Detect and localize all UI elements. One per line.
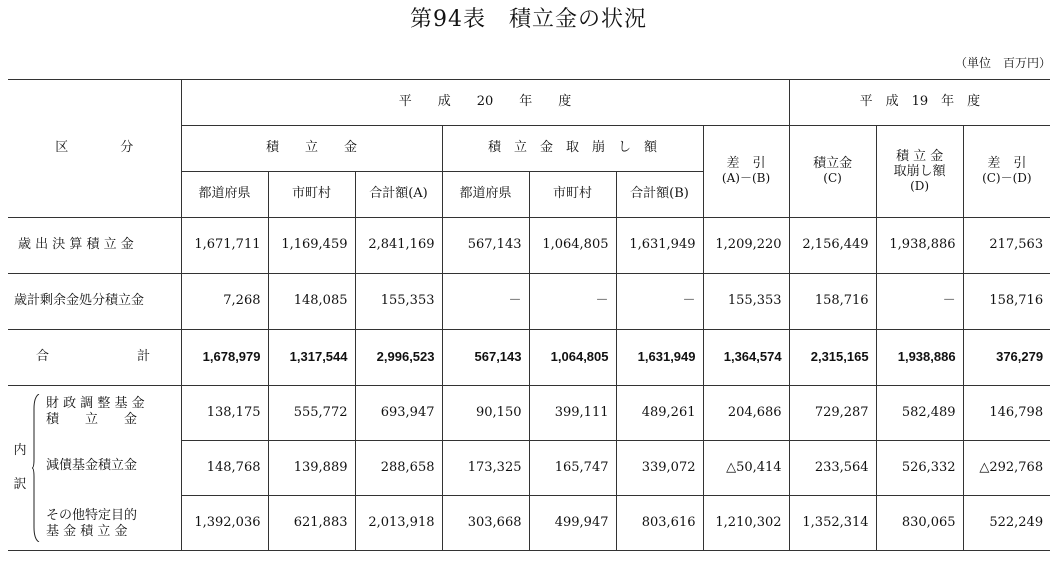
header-h19: 平 成 19 年 度 [789,80,1050,126]
sonota-line2: 基 金 積 立 金 [46,524,128,539]
cell-value: 555,772 [268,386,355,441]
cell-value: 173,325 [442,441,529,496]
header-shichoson-a: 市町村 [268,172,355,218]
row-label-sonota [8,508,181,540]
cell-value: 165,747 [529,441,616,496]
breakdown-label-cell [8,386,181,551]
cell-value: 621,883 [268,496,355,551]
header-torikuzushi-d-line2: 取崩し額 [893,163,946,179]
cell-value: 2,315,165 [789,330,876,386]
sonota-line1: その他特定目的 [46,508,138,523]
cell-value: 1,392,036 [181,496,268,551]
header-todofuken-a: 都道府県 [181,172,268,218]
cell-value: 2,841,169 [355,218,442,274]
header-shichoson-b: 市町村 [529,172,616,218]
cell-value: 2,156,449 [789,218,876,274]
naiyaku-char-1: 内 訳 [13,443,27,492]
cell-value: 288,658 [355,441,442,496]
cell-value: 2,013,918 [355,496,442,551]
table-row [8,274,1050,330]
cell-value: 1,938,886 [876,218,963,274]
cell-value: 1,317,544 [268,330,355,386]
total-row [8,330,1050,386]
cell-value: 339,072 [616,441,703,496]
row-label: 歳 出 決 算 積 立 金 [8,218,181,274]
header-torikuzushi-d-line1: 積 立 金 [895,148,944,164]
cell-value: 158,716 [789,274,876,330]
header-sabiki-ab-line1: 差 引 [726,156,766,172]
total-label-1: 合 [36,349,50,365]
cell-value: 303,668 [442,496,529,551]
cell-value: 693,947 [355,386,442,441]
cell-value: 1,631,949 [616,330,703,386]
page-title: 第94表 積立金の状況 [410,7,647,32]
row-label-zaisei [8,396,181,428]
cell-value: 2,996,523 [355,330,442,386]
header-sabiki-ab [703,126,789,218]
cell-value: － [616,274,703,330]
header-tsumitatekin-c-line2: (C) [823,171,842,186]
header-h20: 平 成 20 年 度 [181,80,789,126]
header-torikuzushi-d-line3: (D) [910,178,930,193]
cell-value: 155,353 [355,274,442,330]
cell-value: 1,631,949 [616,218,703,274]
header-gokei-b: 合計額(B) [616,172,703,218]
header-sabiki-cd-line2: (C)－(D) [982,171,1032,186]
cell-value: 1,209,220 [703,218,789,274]
header-torikuzushi-d [876,126,963,218]
cell-value: 522,249 [963,496,1050,551]
header-sabiki-cd [963,126,1050,218]
cell-value: 489,261 [616,386,703,441]
cell-value: 1,938,886 [876,330,963,386]
cell-value: 499,947 [529,496,616,551]
cell-value: 1,064,805 [529,218,616,274]
cell-value: 1,352,314 [789,496,876,551]
header-tsumitatekin-c [789,126,876,218]
cell-value: 1,210,302 [703,496,789,551]
cell-value: 139,889 [268,441,355,496]
table-row [8,218,1050,274]
cell-value: 526,332 [876,441,963,496]
total-label-2: 計 [137,349,151,365]
header-sabiki-cd-line1: 差 引 [987,156,1027,172]
cell-value: － [876,274,963,330]
cell-value: 376,279 [963,330,1050,386]
cell-value: 204,686 [703,386,789,441]
cell-value: 582,489 [876,386,963,441]
cell-value: △292,768 [963,441,1050,496]
cell-value: 217,563 [963,218,1050,274]
cell-value: 233,564 [789,441,876,496]
header-todofuken-b: 都道府県 [442,172,529,218]
cell-value: － [442,274,529,330]
zaisei-line1: 財 政 調 整 基 金 [46,396,145,411]
cell-value: 148,085 [268,274,355,330]
header-tsumitatekin: 積 立 金 [181,126,442,172]
cell-value: 1,678,979 [181,330,268,386]
cell-value: 803,616 [616,496,703,551]
header-kubun: 区 分 [8,80,181,218]
cell-value: 567,143 [442,218,529,274]
header-tsumitatekin-c-line1: 積立金 [813,156,853,172]
header-sabiki-ab-line2: (A)－(B) [721,171,771,186]
cell-value: 399,111 [529,386,616,441]
unit-label: （単位 百万円） [954,56,1051,70]
row-label: 歳計剰余金処分積立金 [8,274,181,330]
cell-value: △50,414 [703,441,789,496]
cell-value: 90,150 [442,386,529,441]
cell-value: 567,143 [442,330,529,386]
cell-value: 7,268 [181,274,268,330]
header-gokei-a: 合計額(A) [355,172,442,218]
header-torikuzushi: 積 立 金 取 崩 し 額 [442,126,703,172]
table-row [8,386,1050,441]
cell-value: 155,353 [703,274,789,330]
cell-value: 1,169,459 [268,218,355,274]
cell-value: － [529,274,616,330]
cell-value: 138,175 [181,386,268,441]
cell-value: 1,064,805 [529,330,616,386]
cell-value: 1,364,574 [703,330,789,386]
zaisei-line2: 積 立 金 [46,412,138,427]
cell-value: 158,716 [963,274,1050,330]
cell-value: 729,287 [789,386,876,441]
cell-value: 146,798 [963,386,1050,441]
row-label-total [8,330,181,386]
reserve-fund-table [8,79,1050,551]
cell-value: 1,671,711 [181,218,268,274]
cell-value: 830,065 [876,496,963,551]
row-label-gensai: 減債基金積立金 [46,458,138,473]
cell-value: 148,768 [181,441,268,496]
